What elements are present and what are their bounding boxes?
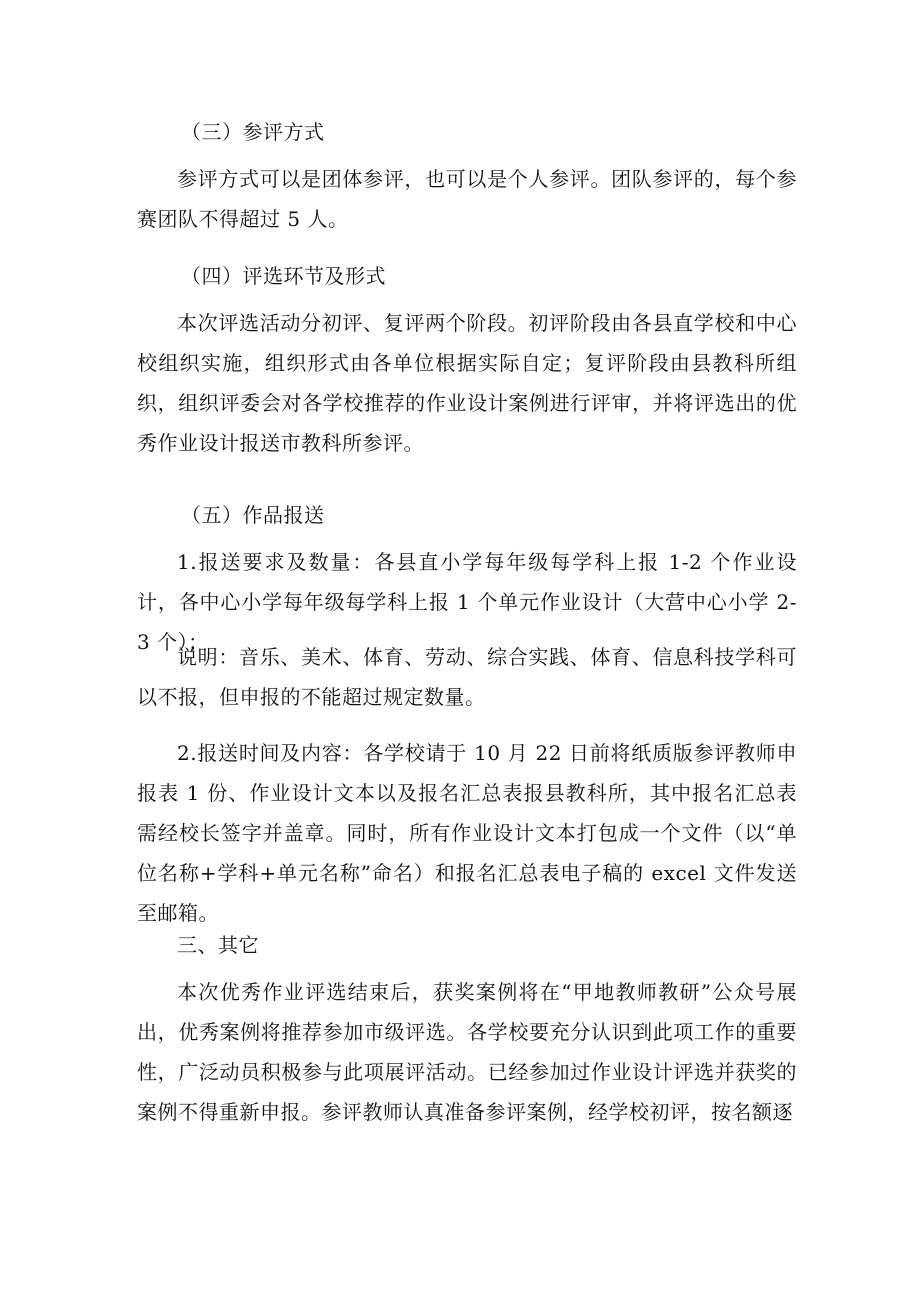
paragraph-selection-stages: 本次评选活动分初评、复评两个阶段。初评阶段由各县直学校和中心校组织实施，组织形式由各单位根据实际自定；复评阶段由县教科所组织，组织评委会对各学校推荐的作业设计案例进行评审，并将评选出的优秀作业设计报送市教科所参评。 <box>137 311 797 455</box>
heading-selection-stages: （四）评选环节及形式 <box>181 264 386 288</box>
paragraph-other: 本次优秀作业评选结束后，获奖案例将在“甲地教师教研”公众号展出，优秀案例将推荐参加市级评选。各学校要充分认识到此项工作的重要性，广泛动员积极参与此项展评活动。已经参加过作业设计评选并获奖的案例不得重新申报。参评教师认真准备参评案例，经学校初评，按名额逐 <box>137 980 797 1124</box>
paragraph-submission-requirements: 1.报送要求及数量：各县直小学每年级每学科上报 1-2 个作业设计，各中心小学每年级每学科上报 1 个单元作业设计（大营中心小学 2-3 个）； <box>137 550 797 654</box>
paragraph-participation-method: 参评方式可以是团体参评，也可以是个人参评。团队参评的，每个参赛团队不得超过 5 人。 <box>137 167 797 231</box>
heading-submission: （五）作品报送 <box>181 503 325 527</box>
paragraph-submission-time: 2.报送时间及内容：各学校请于 10 月 22 日前将纸质版参评教师申报表 1 份、作业设计文本以及报名汇总表报县教科所，其中报名汇总表需经校长签字并盖章。同时，所有作业设计文本打包成一个文件（以“单位名称+学科+单元名称”命名）和报名汇总表电子稿的 excel 文件发送至邮箱。 <box>137 741 797 925</box>
heading-participation-method: （三）参评方式 <box>181 120 325 144</box>
heading-other: 三、其它 <box>177 933 259 957</box>
paragraph-submission-note: 说明：音乐、美术、体育、劳动、综合实践、体育、信息科技学科可以不报，但申报的不能超过规定数量。 <box>137 645 797 709</box>
